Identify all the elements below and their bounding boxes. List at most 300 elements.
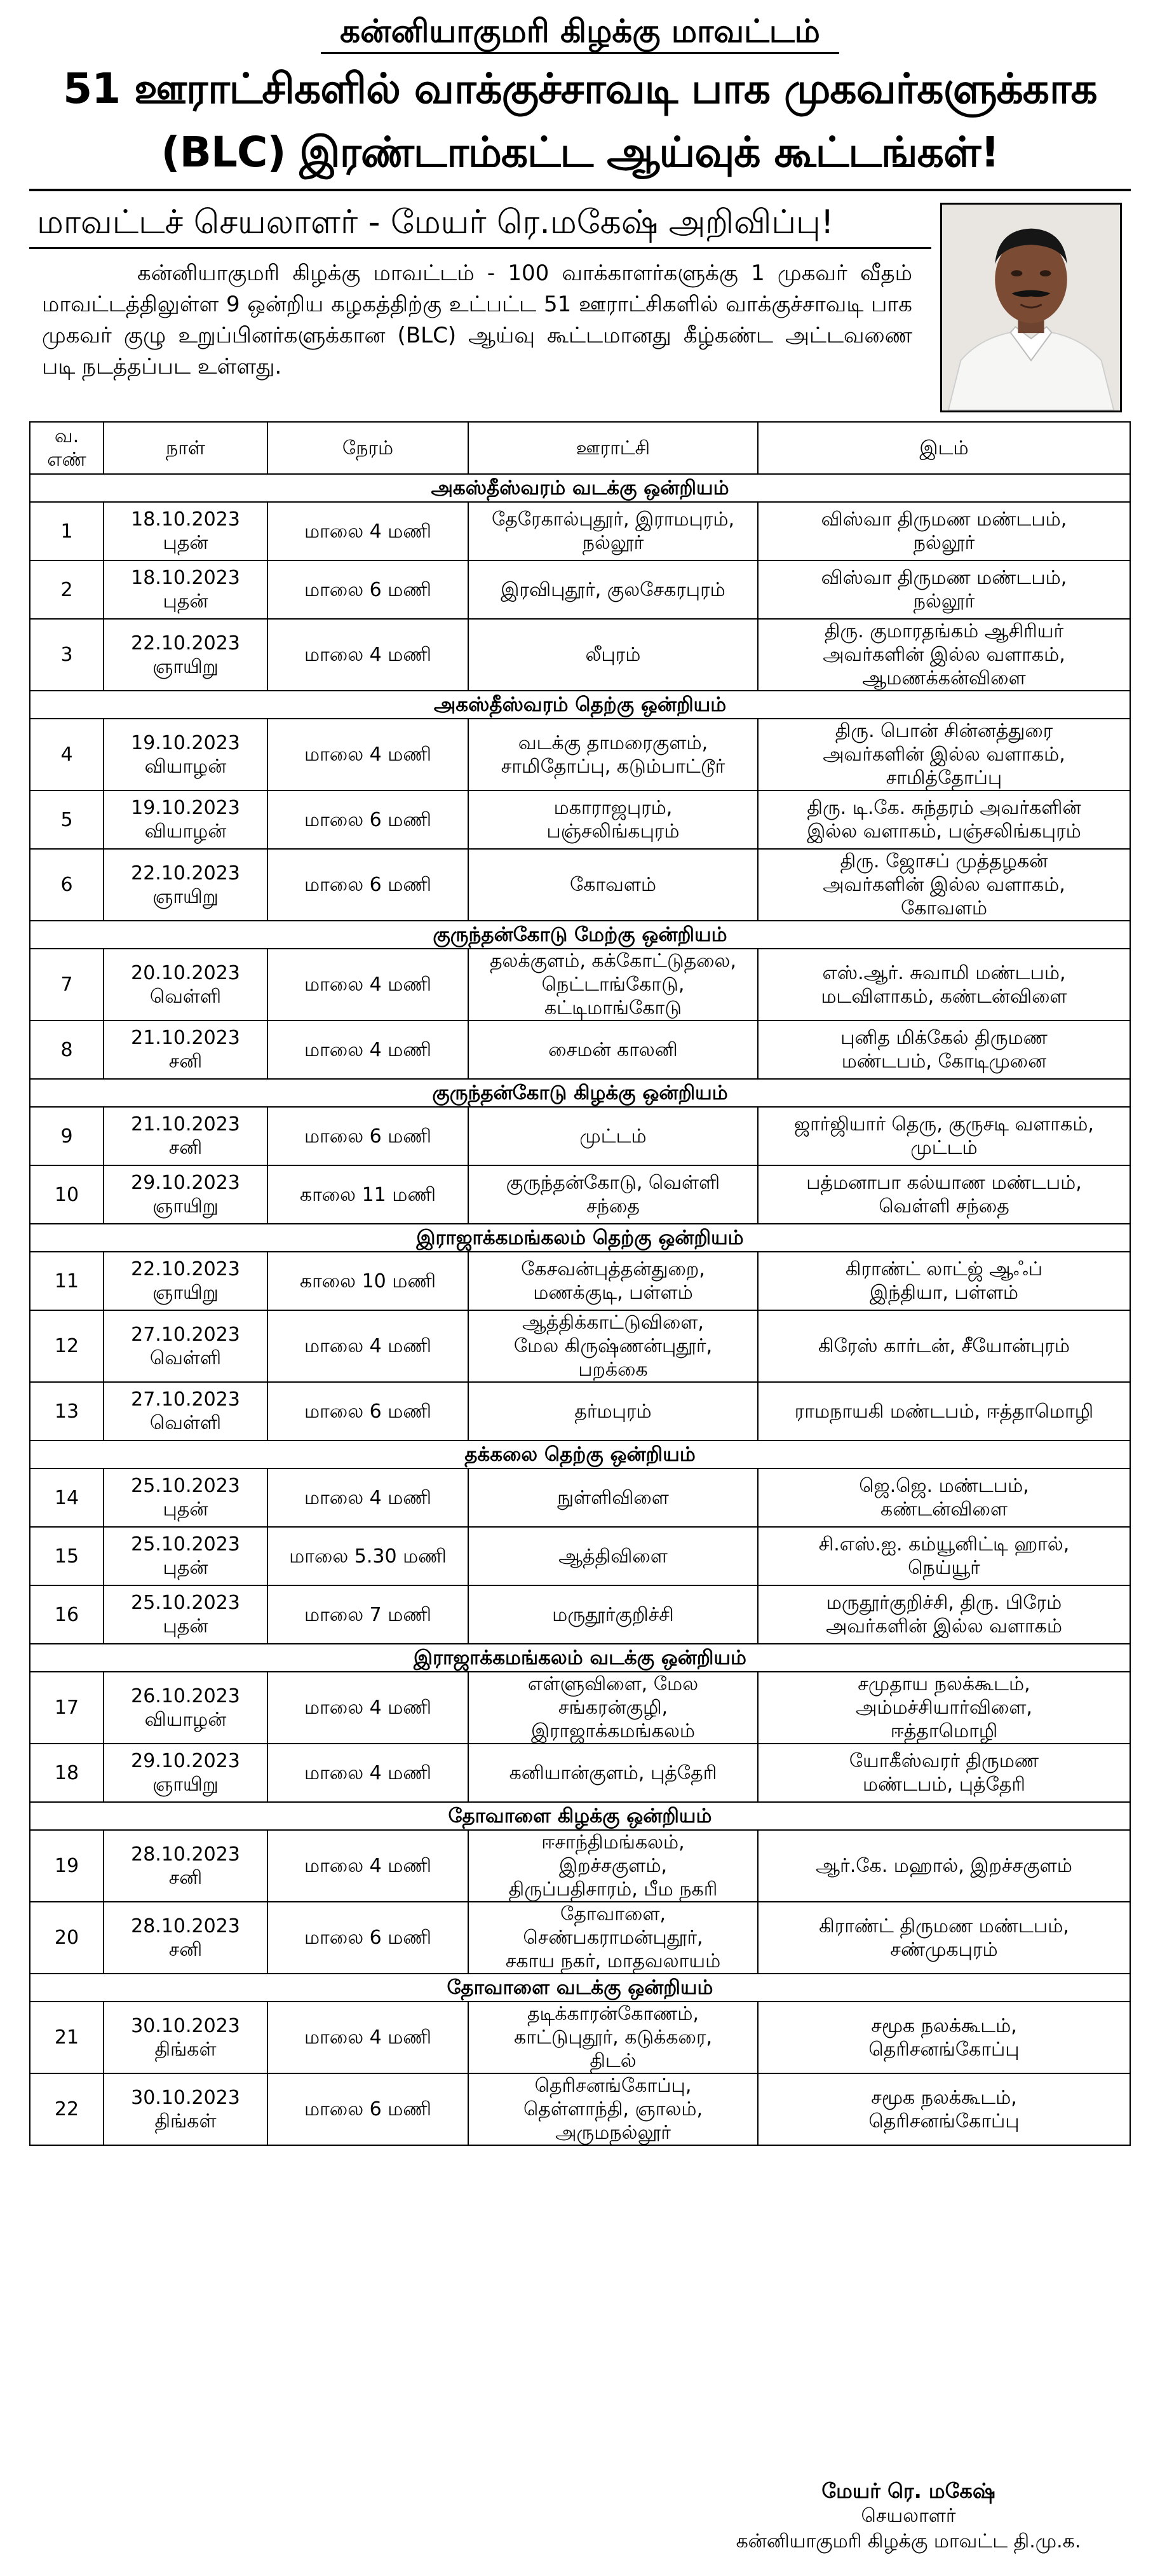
- venue-line: மண்டபம், கோடிமுனை: [841, 1050, 1047, 1073]
- venue-line: சமூக நலக்கூடம்,: [871, 2014, 1017, 2037]
- panchayat-line: இராஜாக்கமங்கலம்: [530, 1720, 696, 1742]
- row-day: வியாழன்: [144, 820, 227, 843]
- venue-line: முட்டம்: [910, 1137, 978, 1159]
- row-venue: [758, 790, 1130, 849]
- panchayat-line: தர்மபுரம்: [574, 1400, 652, 1423]
- row-date: [104, 1672, 267, 1744]
- panchayat-line: மேல கிருஷ்ணன்புதூர்,: [513, 1335, 713, 1357]
- panchayat-line: லீபுரம்: [585, 644, 641, 666]
- row-time: மாலை 6 மணி: [267, 1902, 468, 1974]
- venue-line: பத்மனாபா கல்யாண மண்டபம்,: [806, 1172, 1082, 1194]
- venue-line: திரு. பொன் சின்னத்துரை: [835, 720, 1053, 742]
- row-day: வெள்ளி: [149, 985, 222, 1008]
- venue-line: கிரேஸ் கார்டன், சீயோன்புரம்: [818, 1335, 1070, 1357]
- portrait-photo: [940, 203, 1122, 412]
- venue-line: திரு. ஜோசப் முத்தழகன்: [840, 850, 1048, 872]
- row-venue: [758, 1672, 1130, 1744]
- row-date: [104, 719, 267, 790]
- panchayat-line: குருந்தன்கோடு, வெள்ளி: [506, 1172, 720, 1194]
- venue-line: அவர்களின் இல்ல வளாகம்: [825, 1615, 1062, 1637]
- row-venue: [758, 719, 1130, 790]
- schedule-table: [29, 421, 1131, 2146]
- row-number: 20: [30, 1902, 104, 1974]
- row-date-value: 30.10.2023: [131, 2086, 240, 2109]
- venue-line: அவர்களின் இல்ல வளாகம்,: [823, 644, 1065, 666]
- row-date-value: 19.10.2023: [131, 797, 240, 819]
- header-venue: இடம்: [758, 422, 1130, 474]
- panchayat-line: முட்டம்: [579, 1125, 647, 1148]
- venue-line: கண்டன்விளை: [880, 1498, 1008, 1521]
- panchayat-line: கோவளம்: [569, 874, 657, 896]
- venue-line: அவர்களின் இல்ல வளாகம்,: [823, 743, 1065, 766]
- venue-line: விஸ்வா திருமண மண்டபம்,: [821, 567, 1067, 589]
- schedule-body: [30, 474, 1130, 2145]
- table-row: [30, 1672, 1130, 1744]
- section-header-row: [30, 1974, 1130, 2002]
- row-number: 7: [30, 949, 104, 1020]
- row-date: [104, 849, 267, 921]
- panchayat-line: திடல்: [590, 2050, 637, 2072]
- venue-line: திரு. டி.கே. சுந்தரம் அவர்களின்: [807, 797, 1081, 819]
- row-panchayat: [468, 849, 758, 921]
- table-row: [30, 619, 1130, 691]
- panchayat-line: வடக்கு தாமரைகுளம்,: [518, 731, 708, 754]
- row-date: [104, 1744, 267, 1802]
- table-row: [30, 1310, 1130, 1382]
- row-venue: [758, 1744, 1130, 1802]
- row-date-value: 29.10.2023: [131, 1750, 240, 1772]
- panchayat-line: சந்தை: [586, 1195, 640, 1217]
- row-day: சனி: [168, 1938, 203, 1961]
- row-time: காலை 10 மணி: [267, 1252, 468, 1310]
- row-panchayat: [468, 1165, 758, 1224]
- row-day: வியாழன்: [144, 1708, 227, 1731]
- row-panchayat: [468, 619, 758, 691]
- venue-line: விஸ்வா திருமண மண்டபம்,: [821, 508, 1067, 531]
- header-time: நேரம்: [267, 422, 468, 474]
- section-header-row: [30, 1644, 1130, 1672]
- row-number: 15: [30, 1527, 104, 1585]
- venue-line: அம்மச்சியார்விளை,: [856, 1697, 1032, 1719]
- row-date-value: 25.10.2023: [131, 1592, 240, 1614]
- headline-line-1: 51 ஊராட்சிகளில் வாக்குச்சாவடி பாக முகவர்களுக்காக: [63, 64, 1097, 113]
- row-venue: [758, 1107, 1130, 1165]
- venue-line: இல்ல வளாகம், பஞ்சலிங்கபுரம்: [807, 820, 1081, 843]
- table-row: [30, 1252, 1130, 1310]
- row-date-value: 18.10.2023: [131, 567, 240, 589]
- venue-line: யோகீஸ்வரர் திருமண: [849, 1750, 1039, 1772]
- header-panchayat: ஊராட்சி: [468, 422, 758, 474]
- row-time: மாலை 4 மணி: [267, 1310, 468, 1382]
- row-date: [104, 1468, 267, 1527]
- portrait-icon: [942, 205, 1120, 410]
- row-date-value: 28.10.2023: [131, 1843, 240, 1866]
- row-date: [104, 1585, 267, 1644]
- row-day: வியாழன்: [144, 755, 227, 778]
- panchayat-line: மருதூர்குறிச்சி: [552, 1603, 674, 1626]
- header-date: நாள்: [104, 422, 267, 474]
- table-row: [30, 719, 1130, 790]
- row-time: மாலை 4 மணி: [267, 2002, 468, 2073]
- table-row: [30, 1902, 1130, 1974]
- row-date: [104, 790, 267, 849]
- row-date: [104, 2002, 267, 2073]
- venue-line: ராமநாயகி மண்டபம், ஈத்தாமொழி: [794, 1400, 1094, 1423]
- row-day: சனி: [168, 1050, 203, 1073]
- row-day: சனி: [168, 1137, 203, 1159]
- venue-line: சாமித்தோப்பு: [886, 767, 1002, 789]
- panchayat-line: தெரிசனங்கோப்பு,: [534, 2075, 692, 2097]
- info-block: [29, 200, 1131, 419]
- row-venue: [758, 1902, 1130, 1974]
- row-venue: [758, 502, 1130, 560]
- row-time: மாலை 6 மணி: [267, 849, 468, 921]
- row-date-value: 25.10.2023: [131, 1533, 240, 1556]
- venue-line: கிராண்ட் திருமண மண்டபம்,: [819, 1915, 1069, 1937]
- table-row: [30, 849, 1130, 921]
- venue-line: சமுதாய நலக்கூடம்,: [858, 1673, 1030, 1695]
- venue-line: ஜார்ஜியார் தெரு, குருசடி வளாகம்,: [794, 1113, 1094, 1135]
- section-title: தக்கலை தெற்கு ஒன்றியம்: [30, 1441, 1130, 1468]
- table-row: [30, 1107, 1130, 1165]
- row-number: 22: [30, 2073, 104, 2145]
- row-day: திங்கள்: [154, 2110, 217, 2132]
- panchayat-line: சைமன் காலனி: [548, 1038, 678, 1061]
- table-row: [30, 790, 1130, 849]
- row-date-value: 27.10.2023: [131, 1388, 240, 1411]
- row-number: 3: [30, 619, 104, 691]
- venue-line: நல்லூர்: [913, 532, 975, 554]
- row-day: புதன்: [163, 532, 208, 554]
- venue-line: ஈத்தாமொழி: [890, 1720, 998, 1742]
- panchayat-line: தடிக்காரன்கோணம்,: [527, 2003, 699, 2025]
- venue-line: வெள்ளி சந்தை: [879, 1195, 1009, 1217]
- row-number: 8: [30, 1020, 104, 1079]
- row-time: மாலை 4 மணி: [267, 1468, 468, 1527]
- row-number: 5: [30, 790, 104, 849]
- row-number: 1: [30, 502, 104, 560]
- header-divider: [29, 189, 1131, 191]
- venue-line: கிராண்ட் லாட்ஜ் ஆஃப்: [845, 1258, 1043, 1280]
- row-venue: [758, 1165, 1130, 1224]
- row-venue: [758, 1310, 1130, 1382]
- panchayat-line: கனியான்குளம், புத்தேரி: [509, 1761, 717, 1784]
- row-number: 11: [30, 1252, 104, 1310]
- row-panchayat: [468, 1902, 758, 1974]
- row-time: மாலை 4 மணி: [267, 719, 468, 790]
- row-date-value: 19.10.2023: [131, 731, 240, 754]
- row-venue: [758, 949, 1130, 1020]
- row-day: திங்கள்: [154, 2038, 217, 2061]
- row-time: மாலை 6 மணி: [267, 560, 468, 619]
- section-title: தோவாளை வடக்கு ஒன்றியம்: [30, 1974, 1130, 2002]
- row-day: புதன்: [163, 1498, 208, 1521]
- row-venue: [758, 1468, 1130, 1527]
- intro-paragraph: கன்னியாகுமரி கிழக்கு மாவட்டம் - 100 வாக்காளர்களுக்கு 1 முகவர் வீதம் மாவட்டத்திலுள்ள 9 ஒன்றிய கழகத்திற்கு உட்பட்ட 51 ஊராட்சிகளில் வாக்குச்சாவடி பாக முகவர் குழு உறுப்பினர்களுக்கான (BLC) ஆய்வு கூட்டமானது கீழ்கண்ட அட்டவணை படி நடத்தப்பட உள்ளது.: [42, 261, 912, 379]
- district-title: கன்னியாகுமரி கிழக்கு மாவட்டம்: [29, 10, 1131, 54]
- venue-line: ஆர்.கே. மஹால், இறச்சகுளம்: [816, 1855, 1072, 1877]
- row-date-value: 21.10.2023: [131, 1113, 240, 1135]
- row-day: ஞாயிறு: [152, 1195, 219, 1217]
- venue-line: ஆமணக்கன்விளை: [862, 667, 1026, 689]
- row-day: சனி: [168, 1866, 203, 1889]
- section-title: இராஜாக்கமங்கலம் வடக்கு ஒன்றியம்: [30, 1644, 1130, 1672]
- row-venue: [758, 1830, 1130, 1902]
- row-panchayat: [468, 949, 758, 1020]
- row-date-value: 20.10.2023: [131, 961, 240, 984]
- row-venue: [758, 1527, 1130, 1585]
- row-panchayat: [468, 1744, 758, 1802]
- table-row: [30, 560, 1130, 619]
- venue-line: மடவிளாகம், கண்டன்விளை: [821, 985, 1067, 1008]
- row-number: 10: [30, 1165, 104, 1224]
- venue-line: தெரிசனங்கோப்பு: [868, 2110, 1020, 2132]
- venue-line: இந்தியா, பள்ளம்: [869, 1282, 1019, 1304]
- row-venue: [758, 2073, 1130, 2145]
- section-title: அகஸ்தீஸ்வரம் தெற்கு ஒன்றியம்: [30, 691, 1130, 719]
- panchayat-line: பறக்கை: [578, 1359, 648, 1381]
- section-title: குருந்தன்கோடு கிழக்கு ஒன்றியம்: [30, 1079, 1130, 1107]
- panchayat-line: கேசவன்புத்தன்துறை,: [521, 1258, 705, 1280]
- row-day: ஞாயிறு: [152, 885, 219, 908]
- row-time: மாலை 7 மணி: [267, 1585, 468, 1644]
- row-day: புதன்: [163, 1557, 208, 1579]
- panchayat-line: ஈசாந்திமங்கலம்,: [541, 1831, 685, 1854]
- venue-line: சமூக நலக்கூடம்,: [871, 2086, 1017, 2109]
- row-panchayat: [468, 1107, 758, 1165]
- section-header-row: [30, 921, 1130, 949]
- row-date-value: 21.10.2023: [131, 1027, 240, 1049]
- row-panchayat: [468, 1830, 758, 1902]
- table-row: [30, 2073, 1130, 2145]
- row-panchayat: [468, 719, 758, 790]
- row-date: [104, 1252, 267, 1310]
- table-row: [30, 1527, 1130, 1585]
- row-date-value: 26.10.2023: [131, 1685, 240, 1707]
- row-panchayat: [468, 1585, 758, 1644]
- table-row: [30, 1830, 1130, 1902]
- table-row: [30, 1165, 1130, 1224]
- row-date-value: 22.10.2023: [131, 862, 240, 885]
- panchayat-line: நல்லூர்: [582, 532, 644, 554]
- panchayat-line: காட்டுபுதூர், கடுக்கரை,: [514, 2026, 712, 2049]
- row-date: [104, 560, 267, 619]
- panchayat-line: சங்கரன்குழி,: [558, 1697, 668, 1719]
- row-venue: [758, 1252, 1130, 1310]
- row-day: புதன்: [163, 590, 208, 613]
- announcement-line: மாவட்டச் செயலாளர் - மேயர் ரெ.மகேஷ் அறிவிப்பு!: [37, 203, 834, 241]
- row-venue: [758, 1382, 1130, 1441]
- panchayat-line: மகாராஜபுரம்,: [553, 797, 673, 819]
- section-header-row: [30, 1441, 1130, 1468]
- panchayat-line: இறச்சகுளம்,: [558, 1855, 668, 1877]
- row-date: [104, 1830, 267, 1902]
- row-date-value: 30.10.2023: [131, 2014, 240, 2037]
- row-date: [104, 1020, 267, 1079]
- row-date-value: 28.10.2023: [131, 1915, 240, 1937]
- row-date: [104, 949, 267, 1020]
- panchayat-line: பஞ்சலிங்கபுரம்: [546, 820, 680, 843]
- row-number: 18: [30, 1744, 104, 1802]
- row-time: மாலை 4 மணி: [267, 949, 468, 1020]
- headline-line-2: (BLC) இரண்டாம்கட்ட ஆய்வுக் கூட்டங்கள்!: [161, 128, 999, 177]
- row-panchayat: [468, 2073, 758, 2145]
- panchayat-line: தேரேகால்புதூர், இராமபுரம்,: [491, 508, 735, 531]
- row-time: மாலை 4 மணி: [267, 502, 468, 560]
- row-number: 17: [30, 1672, 104, 1744]
- row-time: மாலை 6 மணி: [267, 2073, 468, 2145]
- section-header-row: [30, 1224, 1130, 1252]
- row-date-value: 25.10.2023: [131, 1475, 240, 1497]
- panchayat-line: கட்டிமாங்கோடு: [544, 997, 682, 1019]
- row-panchayat: [468, 1468, 758, 1527]
- row-date: [104, 1310, 267, 1382]
- row-date-value: 22.10.2023: [131, 632, 240, 654]
- panchayat-line: சாமிதோப்பு, கடும்பாட்டூர்: [501, 755, 725, 778]
- panchayat-line: அருமநல்லூர்: [555, 2122, 671, 2144]
- row-number: 14: [30, 1468, 104, 1527]
- venue-line: தெரிசனங்கோப்பு: [868, 2038, 1020, 2061]
- row-date-value: 18.10.2023: [131, 508, 240, 531]
- row-venue: [758, 2002, 1130, 2073]
- row-day: வெள்ளி: [149, 1412, 222, 1434]
- row-date: [104, 619, 267, 691]
- row-time: மாலை 4 மணி: [267, 1020, 468, 1079]
- row-number: 4: [30, 719, 104, 790]
- venue-line: எஸ்.ஆர். சுவாமி மண்டபம்,: [822, 961, 1066, 984]
- row-number: 21: [30, 2002, 104, 2073]
- row-venue: [758, 849, 1130, 921]
- signatory-role: செயலாளர்: [861, 2505, 956, 2527]
- row-time: மாலை 5.30 மணி: [267, 1527, 468, 1585]
- signatory-org: கன்னியாகுமரி கிழக்கு மாவட்ட தி.மு.க.: [736, 2530, 1081, 2552]
- section-title: அகஸ்தீஸ்வரம் வடக்கு ஒன்றியம்: [30, 474, 1130, 502]
- venue-line: கோவளம்: [900, 897, 988, 919]
- row-number: 13: [30, 1382, 104, 1441]
- row-date-value: 22.10.2023: [131, 1258, 240, 1280]
- row-day: ஞாயிறு: [152, 1282, 219, 1304]
- table-row: [30, 1744, 1130, 1802]
- row-time: காலை 11 மணி: [267, 1165, 468, 1224]
- row-venue: [758, 1585, 1130, 1644]
- panchayat-line: நெட்டாங்கோடு,: [541, 973, 685, 996]
- table-row: [30, 2002, 1130, 2073]
- venue-line: ஜெ.ஜெ. மண்டபம்,: [859, 1475, 1029, 1497]
- section-title: இராஜாக்கமங்கலம் தெற்கு ஒன்றியம்: [30, 1224, 1130, 1252]
- row-date: [104, 1165, 267, 1224]
- row-panchayat: [468, 502, 758, 560]
- announcement-divider: [29, 247, 931, 249]
- table-row: [30, 1585, 1130, 1644]
- row-time: மாலை 4 மணி: [267, 1830, 468, 1902]
- table-header-row: [30, 422, 1130, 474]
- row-venue: [758, 1020, 1130, 1079]
- row-time: மாலை 4 மணி: [267, 619, 468, 691]
- row-venue: [758, 619, 1130, 691]
- panchayat-line: தலக்குளம், கக்கோட்டுதலை,: [490, 950, 736, 972]
- panchayat-line: மணக்குடி, பள்ளம்: [533, 1282, 693, 1304]
- section-header-row: [30, 691, 1130, 719]
- header-sno: வ. எண்: [30, 422, 104, 474]
- venue-line: அவர்களின் இல்ல வளாகம்,: [823, 874, 1065, 896]
- row-number: 6: [30, 849, 104, 921]
- row-number: 16: [30, 1585, 104, 1644]
- panchayat-line: இரவிபுதூர், குலசேகரபுரம்: [501, 578, 725, 601]
- venue-line: நல்லூர்: [913, 590, 975, 613]
- row-date: [104, 2073, 267, 2145]
- table-row: [30, 1020, 1130, 1079]
- row-number: 2: [30, 560, 104, 619]
- row-date: [104, 1902, 267, 1974]
- section-header-row: [30, 474, 1130, 502]
- venue-line: நெய்யூர்: [908, 1557, 980, 1579]
- table-row: [30, 1382, 1130, 1441]
- row-panchayat: [468, 1020, 758, 1079]
- row-time: மாலை 4 மணி: [267, 1672, 468, 1744]
- panchayat-line: ஆத்திக்காட்டுவிளை,: [522, 1312, 704, 1334]
- row-date: [104, 1527, 267, 1585]
- venue-line: மண்டபம், புத்தேரி: [862, 1773, 1026, 1796]
- section-title: தோவாளை கிழக்கு ஒன்றியம்: [30, 1802, 1130, 1830]
- row-panchayat: [468, 2002, 758, 2073]
- section-header-row: [30, 1802, 1130, 1830]
- section-header-row: [30, 1079, 1130, 1107]
- row-number: 9: [30, 1107, 104, 1165]
- row-panchayat: [468, 1252, 758, 1310]
- row-time: மாலை 4 மணி: [267, 1744, 468, 1802]
- row-panchayat: [468, 1527, 758, 1585]
- panchayat-line: திருப்பதிசாரம், பீம நகரி: [508, 1878, 718, 1901]
- row-panchayat: [468, 790, 758, 849]
- row-time: மாலை 6 மணி: [267, 1382, 468, 1441]
- signatory-name: மேயர் ரெ. மகேஷ்: [821, 2479, 995, 2503]
- signature-block: [686, 2478, 1131, 2554]
- row-panchayat: [468, 1310, 758, 1382]
- row-date: [104, 1382, 267, 1441]
- table-row: [30, 1468, 1130, 1527]
- row-number: 19: [30, 1830, 104, 1902]
- panchayat-line: நுள்ளிவிளை: [557, 1486, 669, 1509]
- row-venue: [758, 560, 1130, 619]
- row-day: ஞாயிறு: [152, 1773, 219, 1796]
- row-day: ஞாயிறு: [152, 655, 219, 678]
- row-panchayat: [468, 560, 758, 619]
- venue-line: திரு. குமாரதங்கம் ஆசிரியர்: [824, 620, 1064, 642]
- panchayat-line: செண்பகராமன்புதூர்,: [523, 1927, 703, 1949]
- row-time: மாலை 6 மணி: [267, 1107, 468, 1165]
- row-panchayat: [468, 1672, 758, 1744]
- row-date: [104, 1107, 267, 1165]
- panchayat-line: சகாய நகர், மாதவலாயம்: [505, 1950, 721, 1972]
- row-date-value: 27.10.2023: [131, 1323, 240, 1346]
- row-time: மாலை 6 மணி: [267, 790, 468, 849]
- panchayat-line: எள்ளுவிளை, மேல: [527, 1673, 699, 1695]
- section-title: குருந்தன்கோடு மேற்கு ஒன்றியம்: [30, 921, 1130, 949]
- table-row: [30, 949, 1130, 1020]
- row-date-value: 29.10.2023: [131, 1172, 240, 1194]
- panchayat-line: தெள்ளாந்தி, ஞாலம்,: [523, 2098, 703, 2120]
- row-day: வெள்ளி: [149, 1346, 222, 1369]
- panchayat-line: ஆத்திவிளை: [558, 1545, 668, 1568]
- venue-line: மருதூர்குறிச்சி, திரு. பிரேம்: [826, 1592, 1062, 1614]
- venue-line: புனித மிக்கேல் திருமண: [840, 1027, 1048, 1049]
- row-panchayat: [468, 1382, 758, 1441]
- venue-line: சண்முகபுரம்: [890, 1938, 998, 1961]
- row-date: [104, 502, 267, 560]
- table-row: [30, 502, 1130, 560]
- venue-line: சி.எஸ்.ஐ. கம்யூனிட்டி ஹால்,: [818, 1533, 1070, 1556]
- panchayat-line: தோவாளை,: [560, 1903, 666, 1925]
